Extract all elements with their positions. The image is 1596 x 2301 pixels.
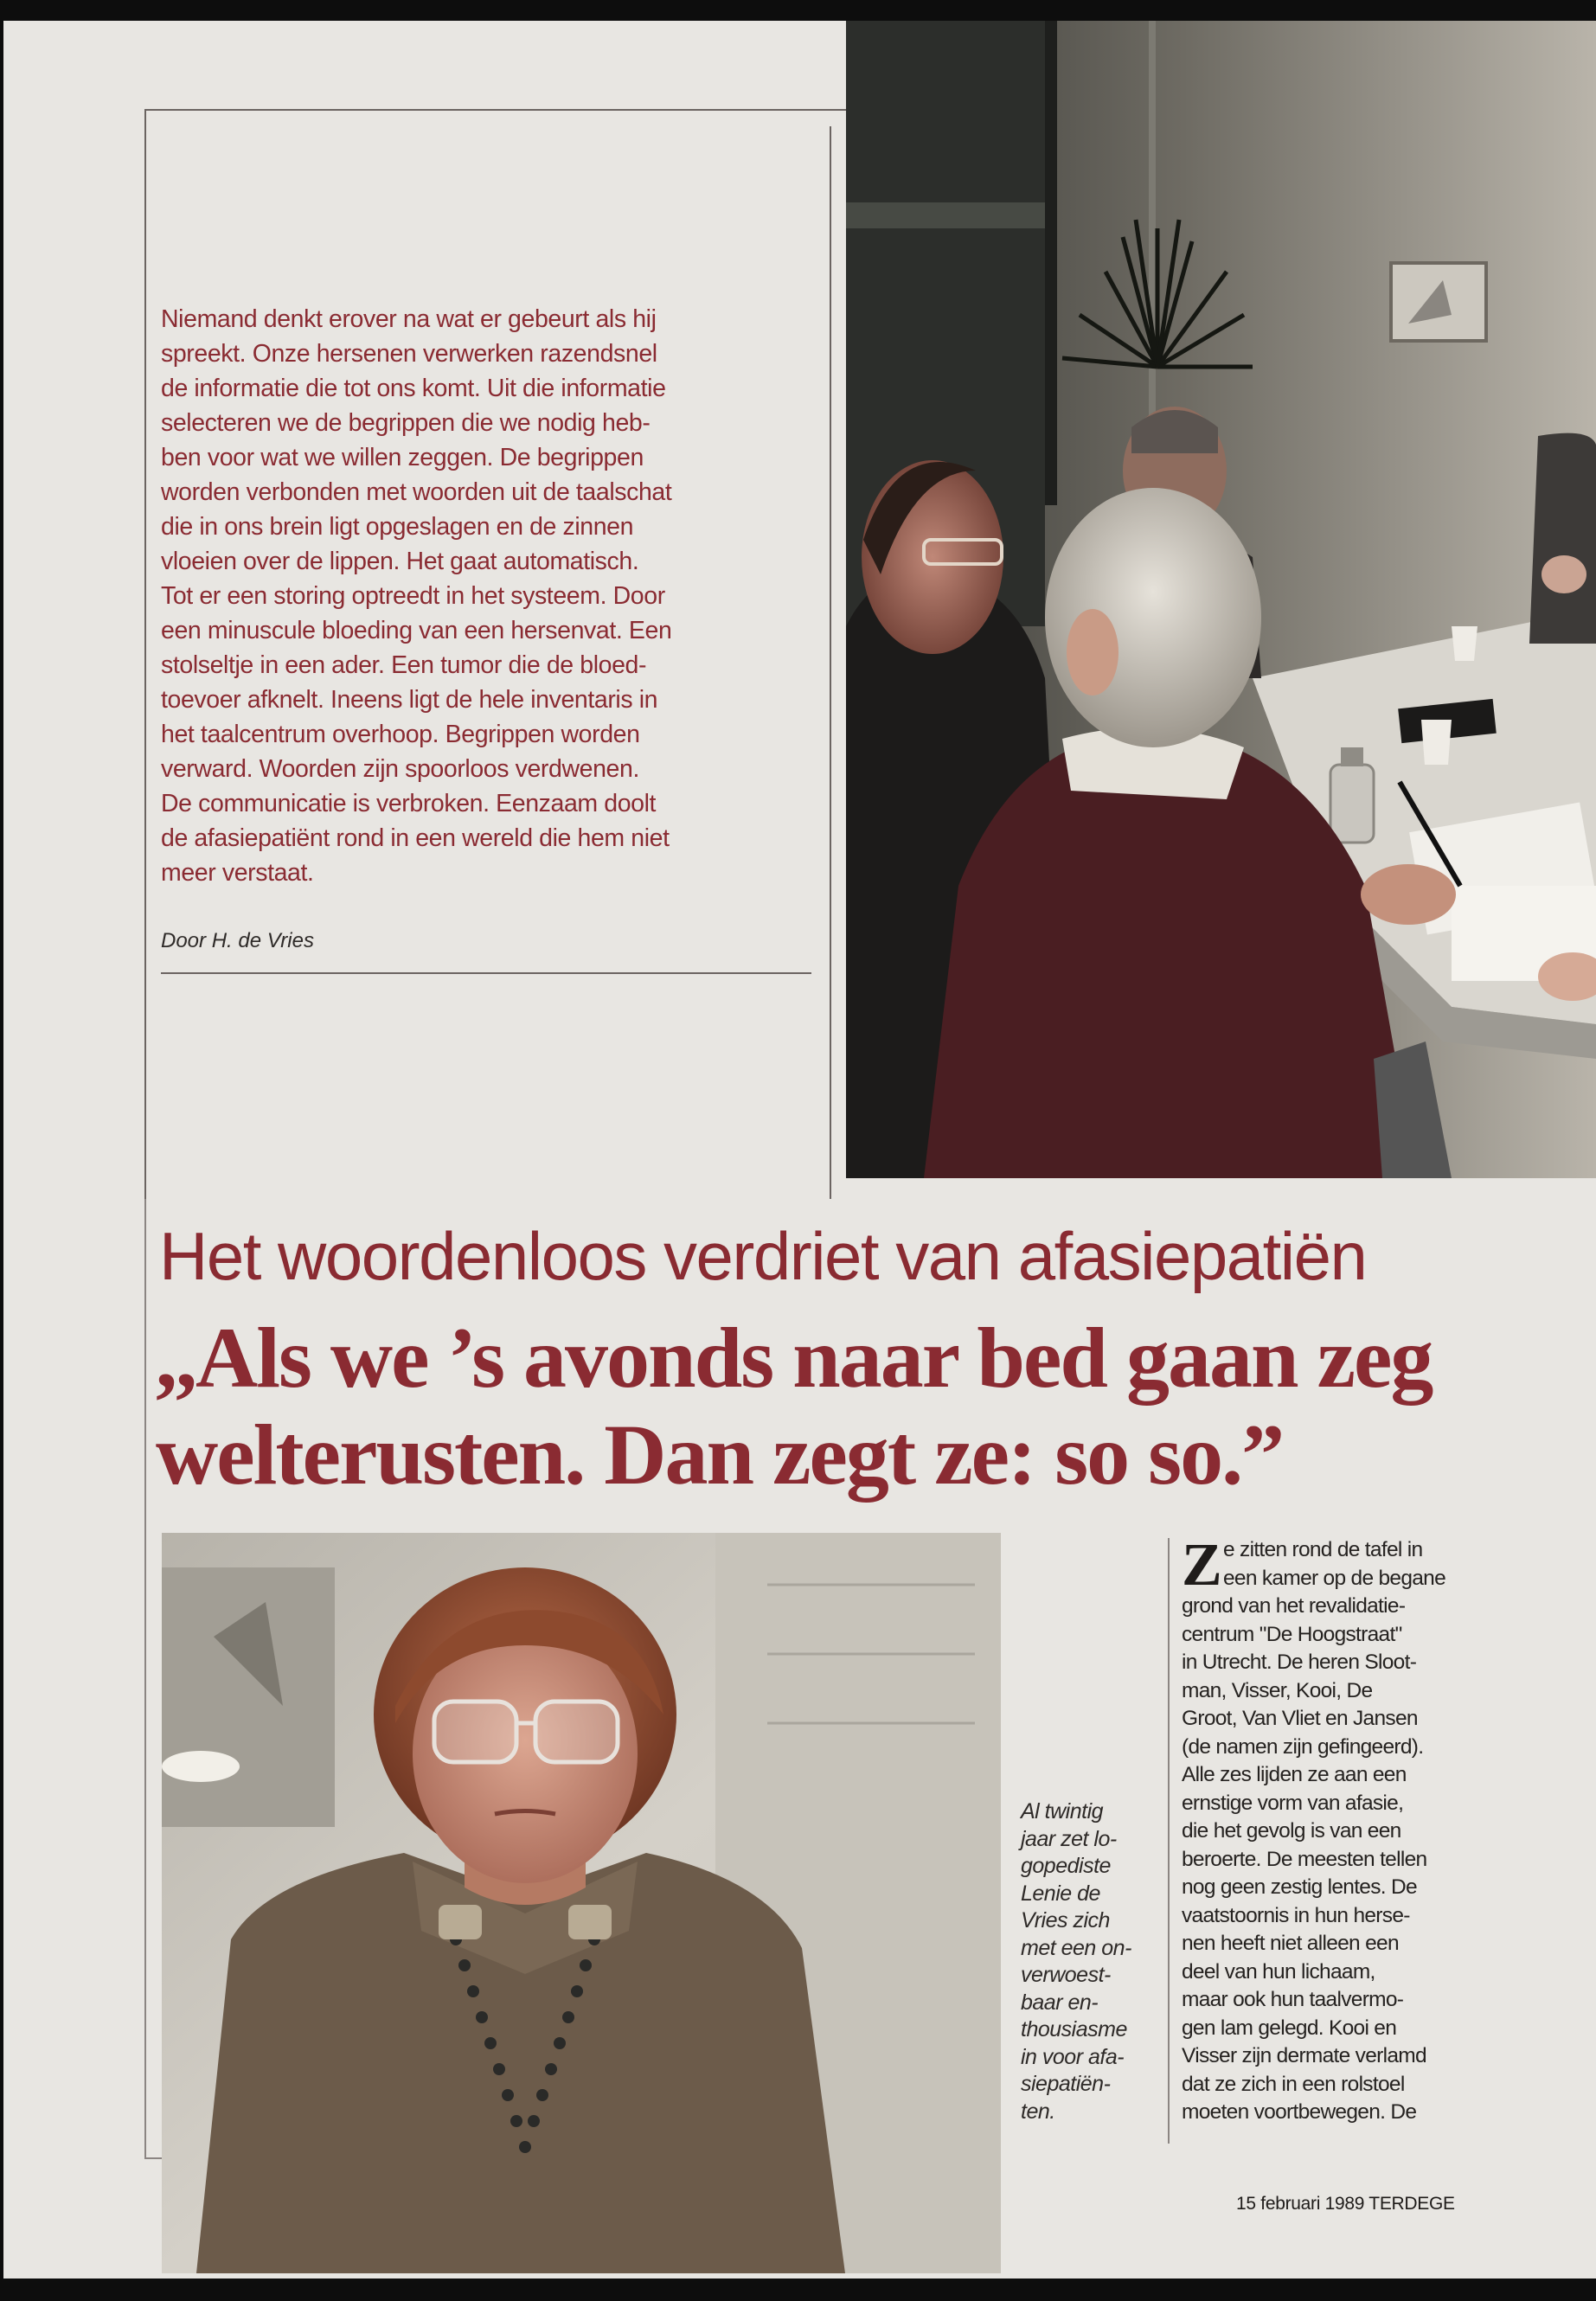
- group-meeting-photo: [846, 21, 1596, 1178]
- intro-line: de afasiepatiënt rond in een wereld die hem niet: [161, 824, 670, 852]
- caption-line: jaar zet lo-: [1021, 1826, 1117, 1851]
- kicker-headline: Het woordenloos verdriet van afasiepatiën: [159, 1218, 1367, 1294]
- caption-line: baar en-: [1021, 1990, 1099, 2015]
- headline-line-1: ,,Als we ’s avonds naar bed gaan zeg: [156, 1310, 1433, 1406]
- caption-line: Vries zich: [1021, 1908, 1110, 1932]
- caption-line: met een on-: [1021, 1935, 1131, 1960]
- photo-caption: [1021, 1798, 1151, 2125]
- portrait-photo: [162, 1533, 1001, 2273]
- intro-line: vloeien over de lippen. Het gaat automatisch.: [161, 548, 639, 575]
- body-line: beroerte. De meesten tellen: [1182, 1847, 1427, 1871]
- body-line: e zitten rond de tafel in: [1223, 1538, 1423, 1561]
- main-headline: [156, 1310, 1596, 1503]
- intro-line: toevoer afknelt. Ineens ligt de hele inventaris in: [161, 686, 658, 714]
- intro-line: meer verstaat.: [161, 859, 314, 887]
- caption-line: Al twintig: [1021, 1799, 1104, 1823]
- page-footer: 15 februari 1989 TERDEGE: [1236, 2194, 1455, 2214]
- intro-line: verward. Woorden zijn spoorloos verdwenen.: [161, 755, 639, 783]
- caption-line: Lenie de: [1021, 1881, 1100, 1906]
- body-line: Groot, Van Vliet en Jansen: [1182, 1707, 1418, 1730]
- body-line: deel van hun lichaam,: [1182, 1959, 1375, 1984]
- article-body: [1182, 1532, 1486, 2127]
- body-line: een kamer op de begane: [1223, 1566, 1446, 1590]
- headline-line-2: welterusten. Dan zegt ze: so so.”: [156, 1407, 1284, 1503]
- caption-line: thousiasme: [1021, 2017, 1127, 2041]
- body-line: (de namen zijn gefingeerd).: [1182, 1734, 1424, 1759]
- body-line: nog geen zestig lentes. De: [1182, 1875, 1417, 1899]
- body-line: nen heeft niet alleen een: [1182, 1932, 1399, 1955]
- intro-line: stolseltje in een ader. Een tumor die de bloed-: [161, 651, 647, 679]
- body-line: Alle zes lijden ze aan een: [1182, 1763, 1407, 1786]
- caption-line: gopediste: [1021, 1854, 1111, 1878]
- intro-line: worden verbonden met woorden uit de taalschat: [161, 478, 672, 506]
- body-line: vaatstoornis in hun herse-: [1182, 1903, 1410, 1927]
- left-frame-rule: [144, 1199, 146, 2157]
- body-line: centrum "De Hoogstraat": [1182, 1622, 1402, 1646]
- intro-line: een minuscule bloeding van een hersenvat. Een: [161, 617, 672, 644]
- byline: Door H. de Vries: [161, 929, 314, 952]
- intro-line: het taalcentrum overhoop. Begrippen worden: [161, 721, 640, 748]
- intro-line: selecteren we de begrippen die we nodig heb-: [161, 409, 651, 437]
- magazine-page: [3, 21, 1596, 2279]
- caption-line: ten.: [1021, 2099, 1055, 2124]
- body-line: maar ook hun taalvermo-: [1182, 1988, 1404, 2011]
- body-line: grond van het revalidatie-: [1182, 1594, 1406, 1618]
- drop-cap: Z: [1182, 1532, 1221, 1599]
- body-line: man, Visser, Kooi, De: [1182, 1678, 1373, 1702]
- caption-line: in voor afa-: [1021, 2044, 1125, 2069]
- intro-paragraph: [161, 302, 818, 890]
- column-rule: [1168, 1538, 1170, 2144]
- intro-line: Niemand denkt erover na wat er gebeurt als hij: [161, 305, 657, 333]
- intro-line: die in ons brein ligt opgeslagen en de zinnen: [161, 513, 634, 541]
- intro-line: spreekt. Onze hersenen verwerken razendsnel: [161, 340, 657, 368]
- body-line: die het gevolg is van een: [1182, 1819, 1401, 1843]
- intro-line: De communicatie is verbroken. Eenzaam doolt: [161, 790, 657, 817]
- byline-rule: [161, 972, 811, 974]
- body-line: moeten voortbewegen. De: [1182, 2100, 1417, 2124]
- caption-line: verwoest-: [1021, 1963, 1111, 1987]
- intro-line: ben voor wat we willen zeggen. De begrippen: [161, 444, 644, 471]
- intro-line: Tot er een storing optreedt in het systeem. Door: [161, 582, 665, 610]
- body-line: ernstige vorm van afasie,: [1182, 1791, 1404, 1815]
- body-line: dat ze zich in een rolstoel: [1182, 2072, 1405, 2096]
- body-line: Visser zijn dermate verlamd: [1182, 2044, 1426, 2067]
- body-line: gen lam gelegd. Kooi en: [1182, 2016, 1397, 2040]
- intro-frame-divider: [830, 126, 831, 1199]
- body-line: in Utrecht. De heren Sloot-: [1182, 1650, 1417, 1674]
- intro-line: de informatie die tot ons komt. Uit die informatie: [161, 375, 666, 402]
- caption-line: siepatiën-: [1021, 2072, 1111, 2096]
